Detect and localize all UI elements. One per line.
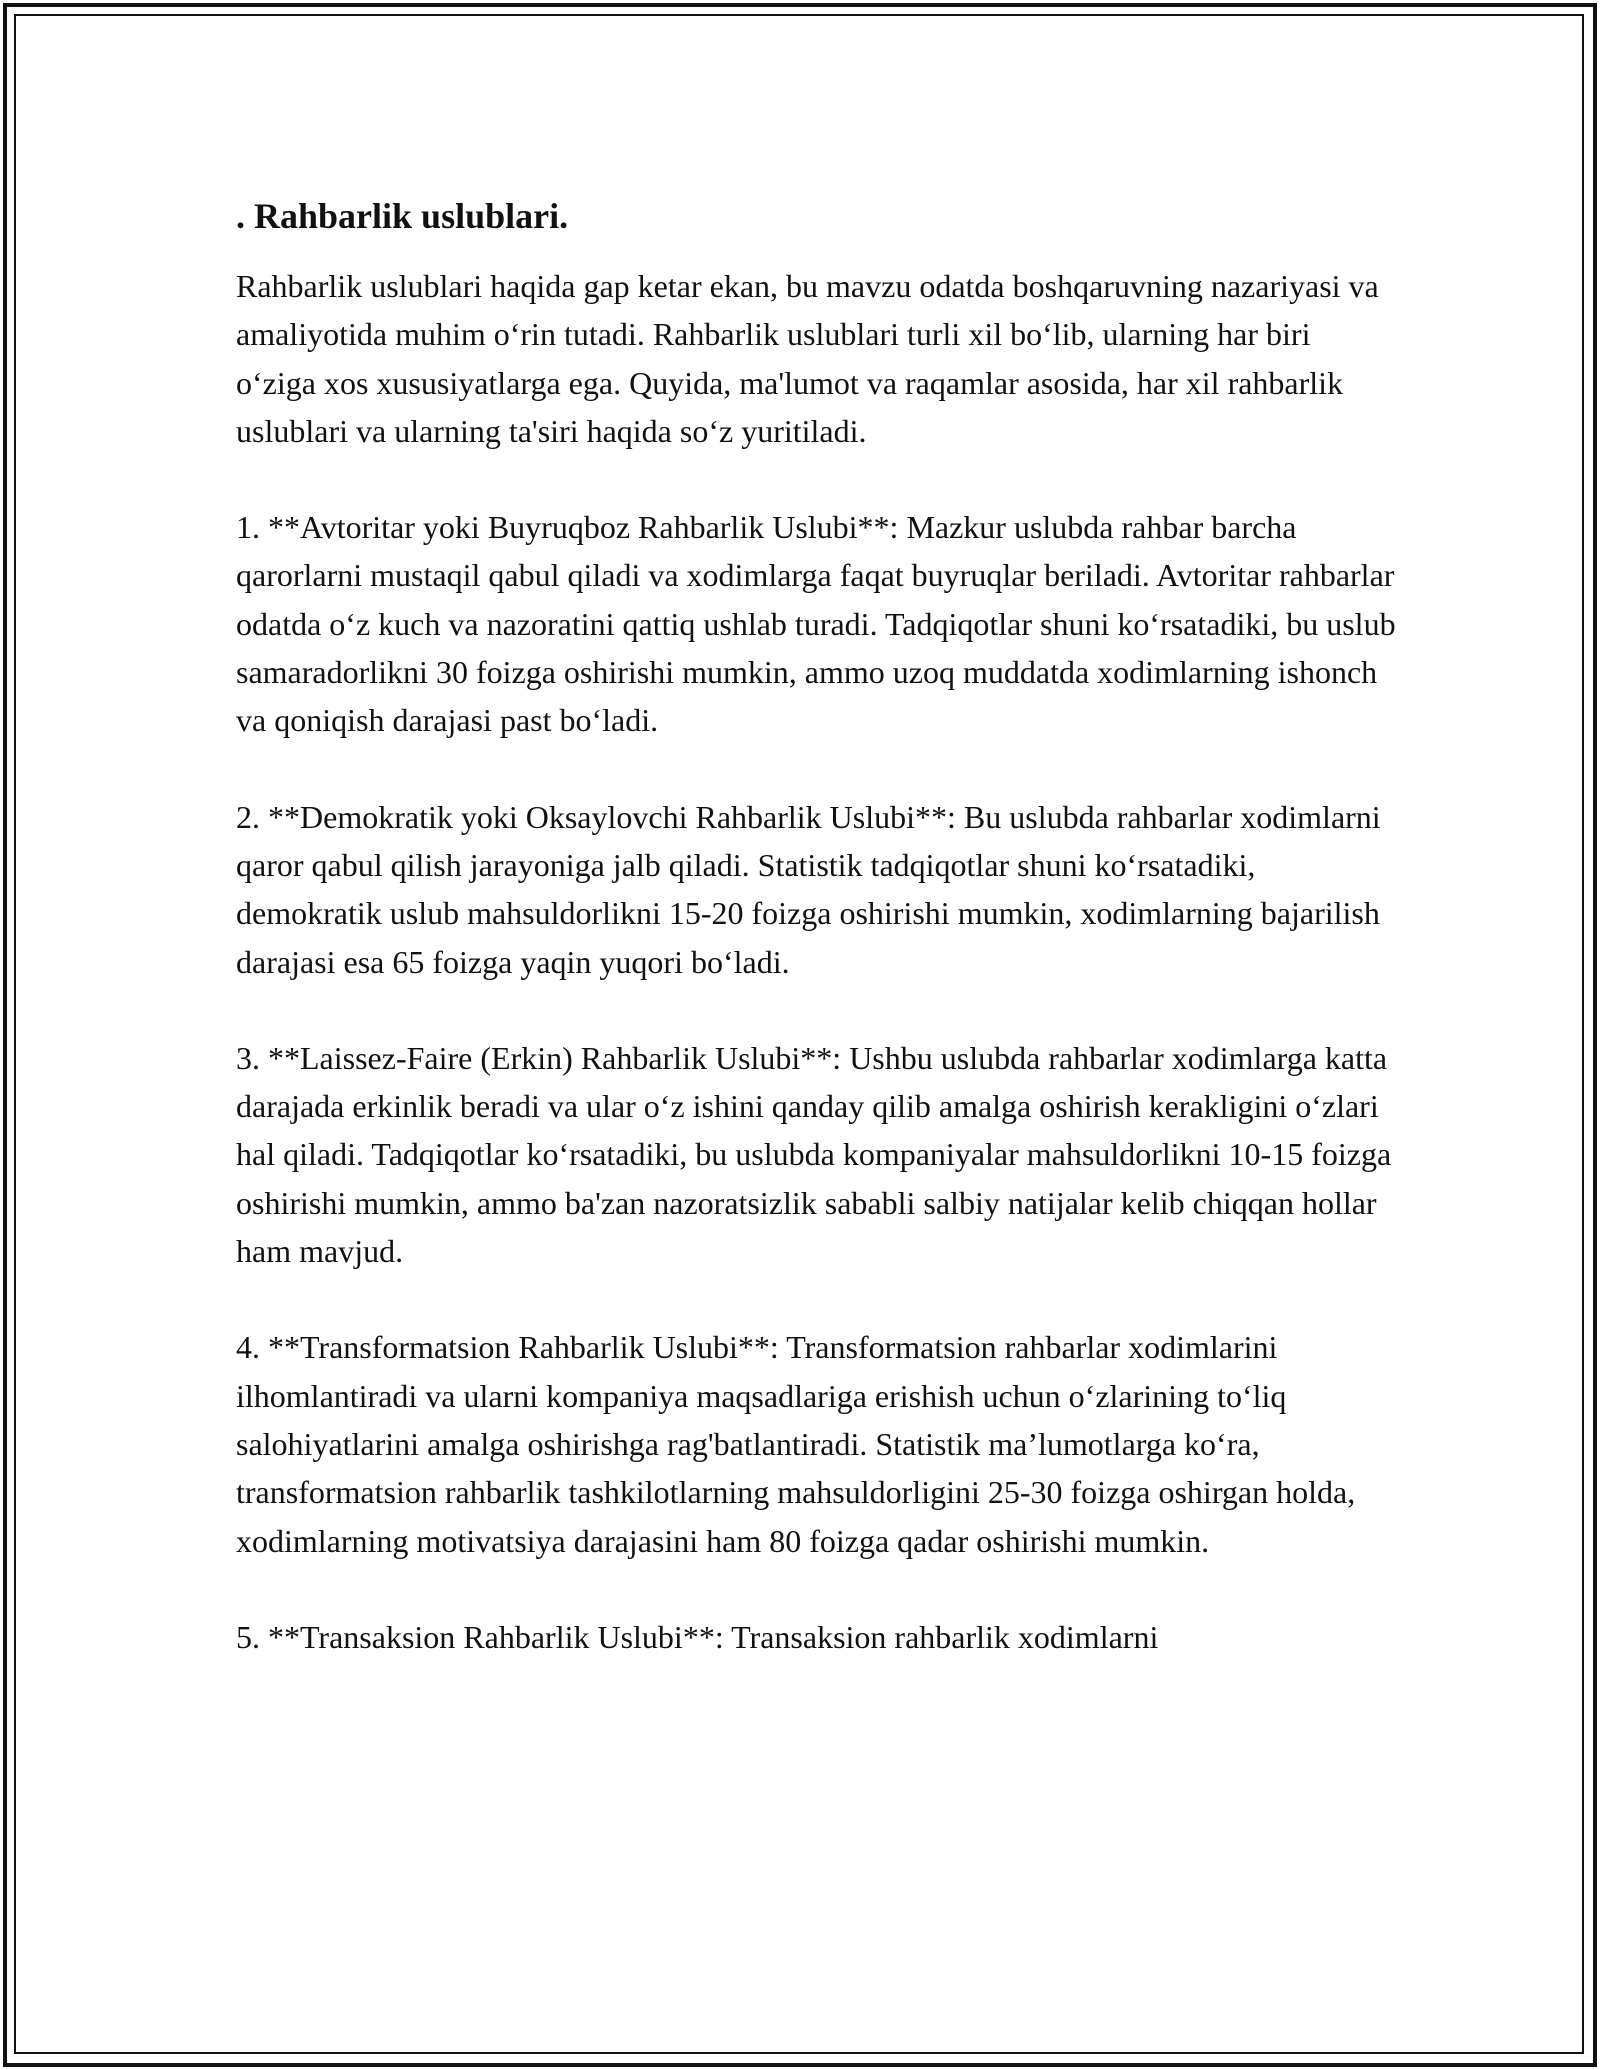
paragraph-intro: Rahbarlik uslublari haqida gap ketar ekan, bu mavzu odatda boshqaruvning nazariyasi va amaliyotida muhim oʻrin tutadi. Rahbarlik uslublari turli xil boʻlib, ularning har biri oʻziga xos xususiyatlarga ega. Quyida, ma'lumot va raqamlar asosida, har xil rahbarlik uslublari va ularning ta'siri haqida soʻz yuritiladi. bbox=[236, 268, 1379, 449]
paragraph-style-5: 5. **Transaksion Rahbarlik Uslubi**: Transaksion rahbarlik xodimlarni bbox=[236, 1618, 1159, 1655]
paragraph-style-3: 3. **Laissez-Faire (Erkin) Rahbarlik Uslubi**: Ushbu uslubda rahbarlar xodimlarga katta darajada erkinlik beradi va ular oʻz ishini qanday qilib amalga oshirish kerakligini oʻzlari hal qiladi. Tadqiqotlar koʻrsatadiki, bu uslubda kompaniyalar mahsuldorlikni 10-15 foizga oshirishi mumkin, ammo ba'zan nazoratsizlik sababli salbiy natijalar kelib chiqqan hollar ham mavjud. bbox=[236, 1039, 1392, 1270]
document-body bbox=[236, 190, 1396, 1709]
paragraph-style-2: 2. **Demokratik yoki Oksaylovchi Rahbarlik Uslubi**: Bu uslubda rahbarlar xodimlarni qaror qabul qilish jarayoniga jalb qiladi. Statistik tadqiqotlar shuni koʻrsatadiki, demokratik uslub mahsuldorlikni 15-20 foizga oshirishi mumkin, xodimlarning bajarilish darajasi esa 65 foizga yaqin yuqori boʻladi. bbox=[236, 798, 1381, 980]
paragraph-style-1: 1. **Avtoritar yoki Buyruqboz Rahbarlik Uslubi**: Mazkur uslubda rahbar barcha qarorlarni mustaqil qabul qiladi va xodimlarga faqat buyruqlar beriladi. Avtoritar rahbarlar odatda oʻz kuch va nazoratini qattiq ushlab turadi. Tadqiqotlar shuni koʻrsatadiki, bu uslub samaradorlikni 30 foizga oshirishi mumkin, ammo uzoq muddatda xodimlarning ishonch va qoniqish darajasi past boʻladi. bbox=[236, 509, 1396, 739]
paragraph-style-4: 4. **Transformatsion Rahbarlik Uslubi**: Transformatsion rahbarlar xodimlarini ilhomlantiradi va ularni kompaniya maqsadlariga erishish uchun oʻzlarining toʻliq salohiyatlarini amalga oshirishga rag'batlantiradi. Statistik ma’lumotlarga koʻra, transformatsion rahbarlik tashkilotlarning mahsuldorligini 25-30 foizga oshirgan holda, xodimlarning motivatsiya darajasini ham 80 foizga qadar oshirishi mumkin. bbox=[236, 1329, 1356, 1559]
document-heading: . Rahbarlik uslublari. bbox=[236, 196, 569, 236]
